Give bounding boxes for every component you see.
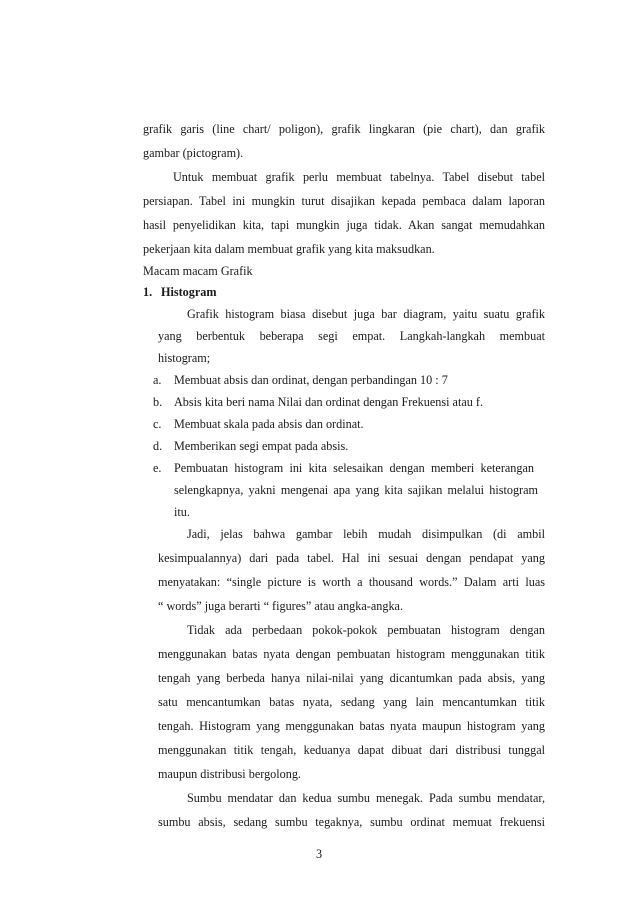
subheading: Macam macam Grafik xyxy=(143,264,253,278)
step-marker: c. xyxy=(153,417,162,431)
intro-line-1: grafik garis (line chart/ poligon), grafik lingkaran (pie chart), dan grafik xyxy=(143,122,545,136)
step-marker: e. xyxy=(153,461,162,475)
hist-intro-line-1: Grafik histogram biasa disebut juga bar diagram, yaitu suatu grafik xyxy=(187,307,545,321)
para4-line-2: sumbu absis, sedang sumbu tegaknya, sumbu ordinat memuat frekuensi xyxy=(158,815,545,829)
step-e-cont-line-1: selengkapnya, yakni mengenai apa yang kita sajikan melalui histogram xyxy=(174,483,538,497)
section-number: 1. xyxy=(143,285,153,299)
hist-intro-line-2: yang berbentuk beberapa segi empat. Langkah-langkah membuat xyxy=(158,329,545,343)
page-number: 3 xyxy=(315,847,323,861)
para1-line-4: pekerjaan kita dalam membuat grafik yang kita maksudkan. xyxy=(143,242,435,256)
step-text: Absis kita beri nama Nilai dan ordinat dengan Frekuensi atau f. xyxy=(174,395,484,409)
step-marker: d. xyxy=(153,439,163,453)
step-e-cont-line-2: itu. xyxy=(174,505,190,519)
step-text: Membuat absis dan ordinat, dengan perbandingan 10 : 7 xyxy=(174,373,448,387)
para2-line-3: menyatakan: “single picture is worth a thousand words.” Dalam arti luas xyxy=(158,575,545,589)
para1-line-1: Untuk membuat grafik perlu membuat tabelnya. Tabel disebut tabel xyxy=(173,170,545,184)
hist-intro-line-3: histogram; xyxy=(158,351,211,365)
para4-line-1: Sumbu mendatar dan kedua sumbu menegak. Pada sumbu mendatar, xyxy=(187,791,545,805)
para3-line-6: menggunakan titik tengah, keduanya dapat dibuat dari distribusi tunggal xyxy=(158,743,545,757)
para3-line-4: satu mencantumkan batas nyata, sedang yang lain mencantumkan titik xyxy=(158,695,545,709)
step-text: Membuat skala pada absis dan ordinat. xyxy=(174,417,364,431)
intro-line-2: gambar (pictogram). xyxy=(143,146,244,160)
para2-line-1: Jadi, jelas bahwa gambar lebih mudah disimpulkan (di ambil xyxy=(187,527,545,541)
para2-line-2: kesimpualannya) dari pada tabel. Hal ini sesuai dengan pendapat yang xyxy=(158,551,545,565)
para1-line-2: persiapan. Tabel ini mungkin turut disajikan kepada pembaca dalam laporan xyxy=(143,194,545,208)
para3-line-2: menggunakan batas nyata dengan pembuatan histogram menggunakan titik xyxy=(158,647,545,661)
para3-line-7: maupun distribusi bergolong. xyxy=(158,767,301,781)
section-title: Histogram xyxy=(161,285,217,299)
para3-line-1: Tidak ada perbedaan pokok-pokok pembuatan histogram dengan xyxy=(187,623,545,637)
step-marker: a. xyxy=(153,373,162,387)
para2-line-4: “ words” juga berarti “ figures” atau angka-angka. xyxy=(158,599,403,613)
step-text: Memberikan segi empat pada absis. xyxy=(174,439,349,453)
step-marker: b. xyxy=(153,395,163,409)
para3-line-3: tengah yang berbeda hanya nilai-nilai yang dicantumkan pada absis, yang xyxy=(158,671,545,685)
step-text: Pembuatan histogram ini kita selesaikan dengan memberi keterangan xyxy=(174,461,534,475)
para3-line-5: tengah. Histogram yang menggunakan batas nyata maupun histogram yang xyxy=(158,719,545,733)
para1-line-3: hasil penyelidikan kita, tapi mungkin juga tidak. Akan sangat memudahkan xyxy=(143,218,545,232)
